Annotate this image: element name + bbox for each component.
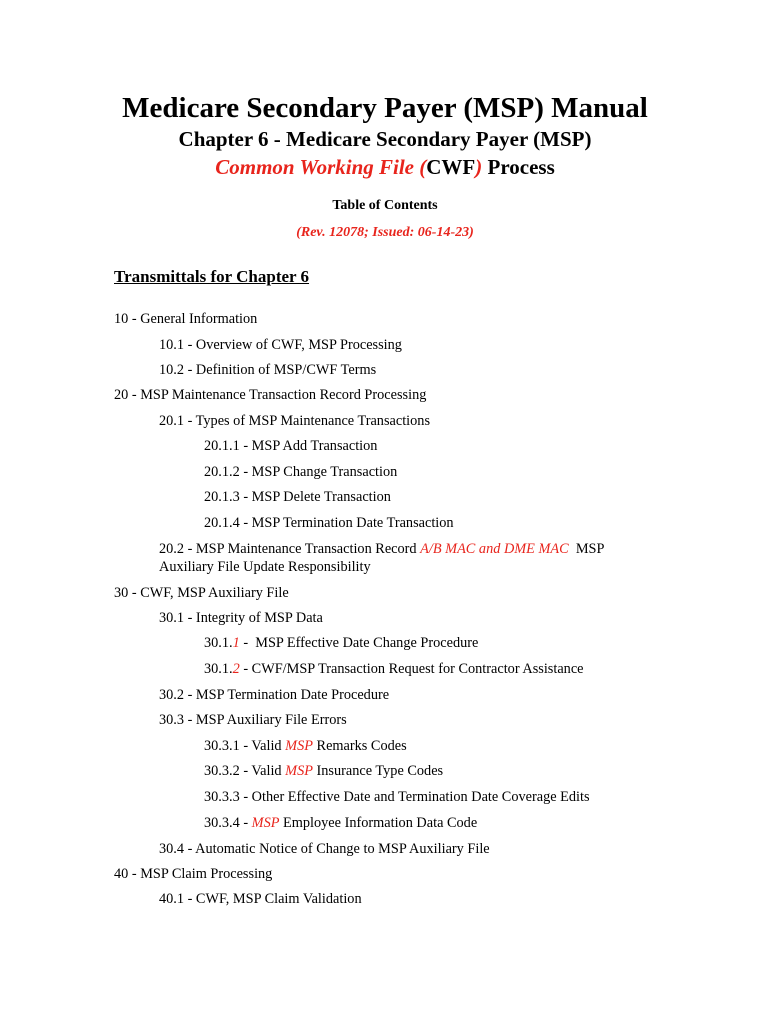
- toc-entry-20-2-text: 20.2 - MSP Maintenance Transaction Record: [159, 541, 421, 557]
- toc-entry-30-3-1-prefix: 30.3.1 - Valid: [204, 738, 286, 754]
- toc-entry-30-3-1-text: Remarks Codes: [312, 738, 407, 754]
- toc-entry-30-3-4-text: Employee Information Data Code: [279, 815, 478, 831]
- toc-entry-20-2-line2: Auxiliary File Update Responsibility: [159, 559, 371, 575]
- toc-entry-40[interactable]: 40 - MSP Claim Processing: [114, 866, 273, 882]
- toc-entry-30-1-1-text: - MSP Effective Date Change Procedure: [239, 635, 479, 651]
- toc-entry-30-3-1[interactable]: [204, 737, 407, 755]
- toc-entry-30-2[interactable]: 30.2 - MSP Termination Date Procedure: [159, 687, 390, 703]
- toc-entry-30-3-1-msp: MSP: [285, 738, 313, 754]
- toc-entry-10-1[interactable]: 10.1 - Overview of CWF, MSP Processing: [159, 337, 402, 353]
- toc-entry-20-1-3[interactable]: 20.1.3 - MSP Delete Transaction: [204, 489, 391, 505]
- chapter-subtitle-cwf: CWF: [426, 155, 476, 179]
- toc-entry-30-3[interactable]: 30.3 - MSP Auxiliary File Errors: [159, 712, 347, 728]
- toc-heading: Table of Contents: [332, 198, 438, 213]
- manual-title: Medicare Secondary Payer (MSP) Manual: [122, 92, 648, 124]
- toc-entry-20-1-2[interactable]: 20.1.2 - MSP Change Transaction: [204, 464, 398, 480]
- chapter-subtitle: [0, 155, 770, 180]
- toc-entry-30-3-2-msp: MSP: [285, 763, 313, 779]
- toc-entry-30-1[interactable]: 30.1 - Integrity of MSP Data: [159, 610, 323, 626]
- toc-entry-30-1-2[interactable]: [204, 660, 584, 678]
- toc-entry-20-2[interactable]: [159, 540, 604, 576]
- chapter-subtitle-process: Process: [482, 155, 555, 179]
- toc-entry-30-3-2-text: Insurance Type Codes: [312, 763, 444, 779]
- chapter-subtitle-red-paren: ): [475, 155, 483, 179]
- toc-entry-30-3-2[interactable]: [204, 762, 443, 780]
- toc-entry-30-3-4[interactable]: [204, 814, 477, 832]
- toc-entry-30-1-2-prefix: 30.1.: [204, 661, 233, 677]
- chapter-title: Chapter 6 - Medicare Secondary Payer (MSP): [178, 127, 592, 151]
- toc-entry-30-1-1-prefix: 30.1.: [204, 635, 233, 651]
- toc-entry-20-2-msp: MSP: [568, 541, 605, 557]
- toc-entry-30-4[interactable]: 30.4 - Automatic Notice of Change to MSP Auxiliary File: [159, 841, 490, 857]
- transmittals-link[interactable]: Transmittals for Chapter 6: [114, 267, 310, 286]
- toc-entry-10-2[interactable]: 10.2 - Definition of MSP/CWF Terms: [159, 362, 377, 378]
- toc-entry-20-1[interactable]: 20.1 - Types of MSP Maintenance Transactions: [159, 413, 431, 429]
- toc-entry-30-3-4-msp: MSP: [251, 815, 280, 831]
- toc-entry-30-1-2-text: - CWF/MSP Transaction Request for Contractor Assistance: [239, 661, 584, 677]
- toc-entry-10[interactable]: 10 - General Information: [114, 311, 258, 327]
- toc-entry-30[interactable]: 30 - CWF, MSP Auxiliary File: [114, 585, 289, 601]
- revision-note: (Rev. 12078; Issued: 06-14-23): [296, 225, 474, 240]
- toc-entry-30-1-1-num: 1: [232, 635, 240, 651]
- toc-entry-20-2-mac: A/B MAC and DME MAC: [420, 541, 569, 557]
- toc-entry-30-1-1[interactable]: [204, 634, 478, 652]
- chapter-subtitle-red-part: Common Working File (: [215, 155, 427, 179]
- toc-entry-40-1[interactable]: 40.1 - CWF, MSP Claim Validation: [159, 891, 362, 907]
- toc-entry-20-1-4[interactable]: 20.1.4 - MSP Termination Date Transaction: [204, 515, 454, 531]
- toc-entry-30-3-2-prefix: 30.3.2 - Valid: [204, 763, 286, 779]
- toc-entry-30-3-4-prefix: 30.3.4 -: [204, 815, 252, 831]
- toc-entry-20[interactable]: 20 - MSP Maintenance Transaction Record Processing: [114, 387, 427, 403]
- toc-entry-30-3-3[interactable]: 30.3.3 - Other Effective Date and Termination Date Coverage Edits: [204, 789, 590, 805]
- toc-entry-20-1-1[interactable]: 20.1.1 - MSP Add Transaction: [204, 438, 378, 454]
- toc-entry-30-1-2-num: 2: [232, 661, 240, 677]
